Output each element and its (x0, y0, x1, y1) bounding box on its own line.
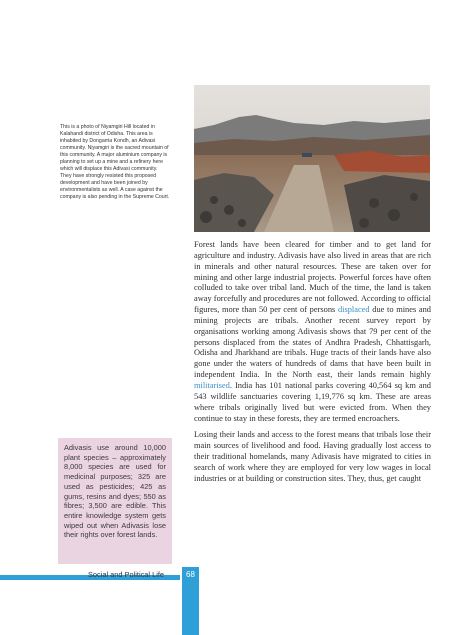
caption-line: company is also pending in the Supreme Court. (60, 194, 170, 201)
paragraph-losing-lands: Losing their lands and access to the forest means that tribals lose their main sources of livelihood and food. Having gradually lost access to their traditional homelands, many Adivasis have migrated to cities in search of work where they are employed for very low wages in local industries or at building or construction sites. They, thus, get caught (194, 430, 431, 483)
page-number: 68 (186, 570, 195, 579)
main-body-text (194, 240, 431, 491)
paragraph-text: Forest lands have been cleared for timber and to get land for agriculture and industry. Adivasis have also lived in areas that are rich in minerals and other natural resources. These are taken over for mining and other large industrial projects. Powerful forces have often colluded to take over tribal land. Much of the time, the land is taken away forcefully and procedures are not followed. According to official figures, more than 50 per cent of persons (194, 240, 431, 315)
caption-line: This is a photo of Niyamgiri Hill located in (60, 124, 155, 130)
caption-line: They have strongly resisted this proposed (60, 173, 157, 180)
caption-line: development and have been joined by (60, 180, 148, 187)
caption-line: Kalahandi district of Odisha. This area is (60, 131, 153, 138)
info-box-text: Adivasis use around 10,000 plant species – approximately 8,000 species are used for medicinal purposes; 325 are used as pesticides; 425 as gums, resins and dyes; 550 as fibres; 3,500 are edible. This entire knowledge system gets wiped out when Adivasis lose their rights over forest lands. (64, 443, 166, 540)
caption-line: inhabited by Dongarria Kondh, an Adivasi (60, 138, 156, 145)
paragraph-text: due to mines and mining projects are tribals. Another recent survey report by organisations working among Adivasis shows that 79 per cent of the persons displaced from the states of Andhra Pradesh, Chhattisgarh, Odisha and Jharkhand are tribals. Huge tracts of their lands have also gone under the waters of hundreds of dams that have been built in independent India. In the North east, their lands remain highly (194, 305, 431, 380)
photo-caption (60, 124, 178, 202)
caption-line: planning to set up a mine and a refinery here (60, 159, 163, 166)
niyamgiri-hill-photo (194, 85, 430, 232)
caption-line: environmentalists as well. A case against the (60, 187, 163, 194)
book-title: Social and Political Life (88, 570, 165, 579)
landscape-illustration (194, 85, 430, 232)
caption-line: this community. A major aluminium company is (60, 152, 168, 159)
caption-line: community. Niyamgiri is the sacred mountain of (60, 145, 169, 152)
glossary-term-displaced: displaced (337, 305, 370, 315)
plant-species-info-box (58, 438, 172, 564)
page-number-tab (182, 567, 199, 635)
paragraph-forest-lands (194, 240, 431, 424)
glossary-term-militarised: militarised (194, 380, 230, 390)
paragraph-text: . India has 101 national parks covering 40,564 sq km and 543 wildlife sanctuaries covering 1,19,776 sq km. These are areas where tribals originally lived but were evicted from. When they continue to stay in these forests, they are termed encroachers. (194, 380, 431, 423)
caption-line: which will displace this Adivasi community. (60, 166, 158, 173)
